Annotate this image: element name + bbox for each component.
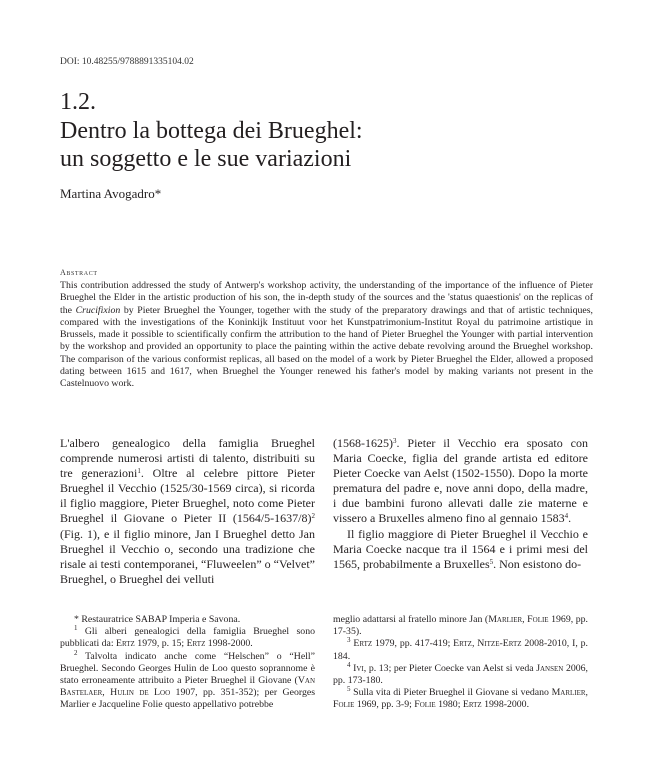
body-paragraph: L'albero genealogico della famiglia Brueghel comprende numerosi artisti di talento, distribuiti su tre generazioni$^1$. Oltre al celebre pittore Pieter Brueghel il Vecchio (1525/30-1569 circa), si ricorda il figlio maggiore, Pieter Brueghel, noto come Pieter Brueghel il Giovane o Pieter II $(1564/5-1637/8)^2$ (Fig. 1), e il figlio minore, Jan I Brueghel detto Jan Brueghel il Vecchio o, secondo una tradizione che risale ai testi contemporanei, “Fluweelen” o “Velvet” Brueghel, o Brueghel dei velluti	[60, 436, 316, 586]
footnote-ref: 1	[137, 467, 141, 476]
footnote-ref: 5	[489, 557, 494, 566]
chapter-title	[60, 117, 600, 173]
body-column-left	[60, 436, 315, 587]
footnote-1: $^1$ Gli alberi genealogici della famiglia Brueghel sono pubblicati da: Ertz 1979, p. 15; Ertz 1998-2000.	[60, 624, 315, 650]
footnote-ref: 4	[564, 512, 569, 521]
footnote-5: $^5$ Sulla vita di Pieter Brueghel il Giovane si vedano Marlier, Folie 1969, pp. 3-9; Folie 1980; Ertz 1998-2000.	[333, 685, 588, 711]
body-paragraph: (1568-1625)$^3$. Pieter il Vecchio era sposato con Maria Coecke, figlia del grande artista ed editore Pieter Coecke van Aelst (1502-1550). Dopo la morte prematura del padre e, nove anni dopo, della madre, i due bambini furono allevati dalle zie materne e vissero a Bruxelles almeno fino al gennaio 1583$^4$.	[333, 436, 588, 526]
footnote-star: * Restauratrice SABAP Imperia e Savona.	[74, 614, 241, 625]
footnotes-left	[60, 614, 315, 712]
footnote-ref: 3	[393, 437, 397, 445]
title-line-2: un soggetto e le sue variazioni	[60, 146, 352, 172]
author-name: Martina Avogadro*	[60, 186, 162, 201]
footnote-2-continued: meglio adattarsi al fratello minore Jan (Marlier, Folie 1969, pp. 17-35).	[333, 614, 588, 638]
abstract-italic-title: Crucifixion	[75, 304, 121, 316]
abstract-heading: Abstract	[60, 268, 98, 277]
doi-line: DOI: 10.48255/9788891335104.02	[60, 57, 194, 67]
title-line-1: Dentro la bottega dei Brueghel:	[60, 118, 363, 144]
footnote-2: $^2$ Talvolta indicato anche come “Helschen” o “Hell” Brueghel. Secondo Georges Hulin de Loo questo soprannome è stato erroneamente attribuito a Pieter Brueghel il Giovane (Van Bastelaer, Hulin de Loo 1907, pp. 351-352); per Georges Marlier e Jacqueline Folie questo appellativo potrebbe	[60, 648, 316, 711]
abstract-text: This contribution addressed the study of Antwerp's workshop activity, the understanding of the importance of the influence of Pieter Brueghel the Elder in the artistic production of his son, the in-depth study of the sources and the 'status quaestionis' on the replicas of the Crucifixion by Pieter Brueghel the Younger, together with the study of the preparatory drawings and that of artistic techniques, compared with the investigations of the Koninkijk Instituut voor het Kunstpatrimonium-Institut Royal du patrimoine artistique in Brussels, made it possible to scientifically confirm the attribution to the hand of Pieter Brueghel the Younger with partial intervention by the workshop and provided an opportunity to place the painting within the active debate revolving around the Brueghel workshop. The comparison of the various conformist replicas, all based on the model of a work by Pieter Brueghel the Elder, allowed a proposed dating between 1615 and 1617, when Brueghel the Younger renewed his father's model by making variants not present in the Castelnuovo work.	[60, 280, 594, 390]
footnotes-right	[333, 614, 588, 712]
footnote-ref: 2	[311, 512, 315, 521]
footnote-3: $^3$ Ertz 1979, pp. 417-419; Ertz, Nitze-Ertz 2008-2010, I, p. 184.	[333, 636, 588, 662]
section-number: 1.2.	[60, 89, 96, 115]
footnote-4: $^4$ Ivi, p. 13; per Pieter Coecke van Aelst si veda Jansen 2006, pp. 173-180.	[333, 660, 588, 687]
body-column-right	[333, 436, 588, 572]
body-paragraph: Il figlio maggiore di Pieter Brueghel il Vecchio e Maria Coecke nacque tra il 1564 e i primi mesi del 1565, probabilmente a Bruxelles$^5$. Non esistono do-	[333, 526, 588, 571]
